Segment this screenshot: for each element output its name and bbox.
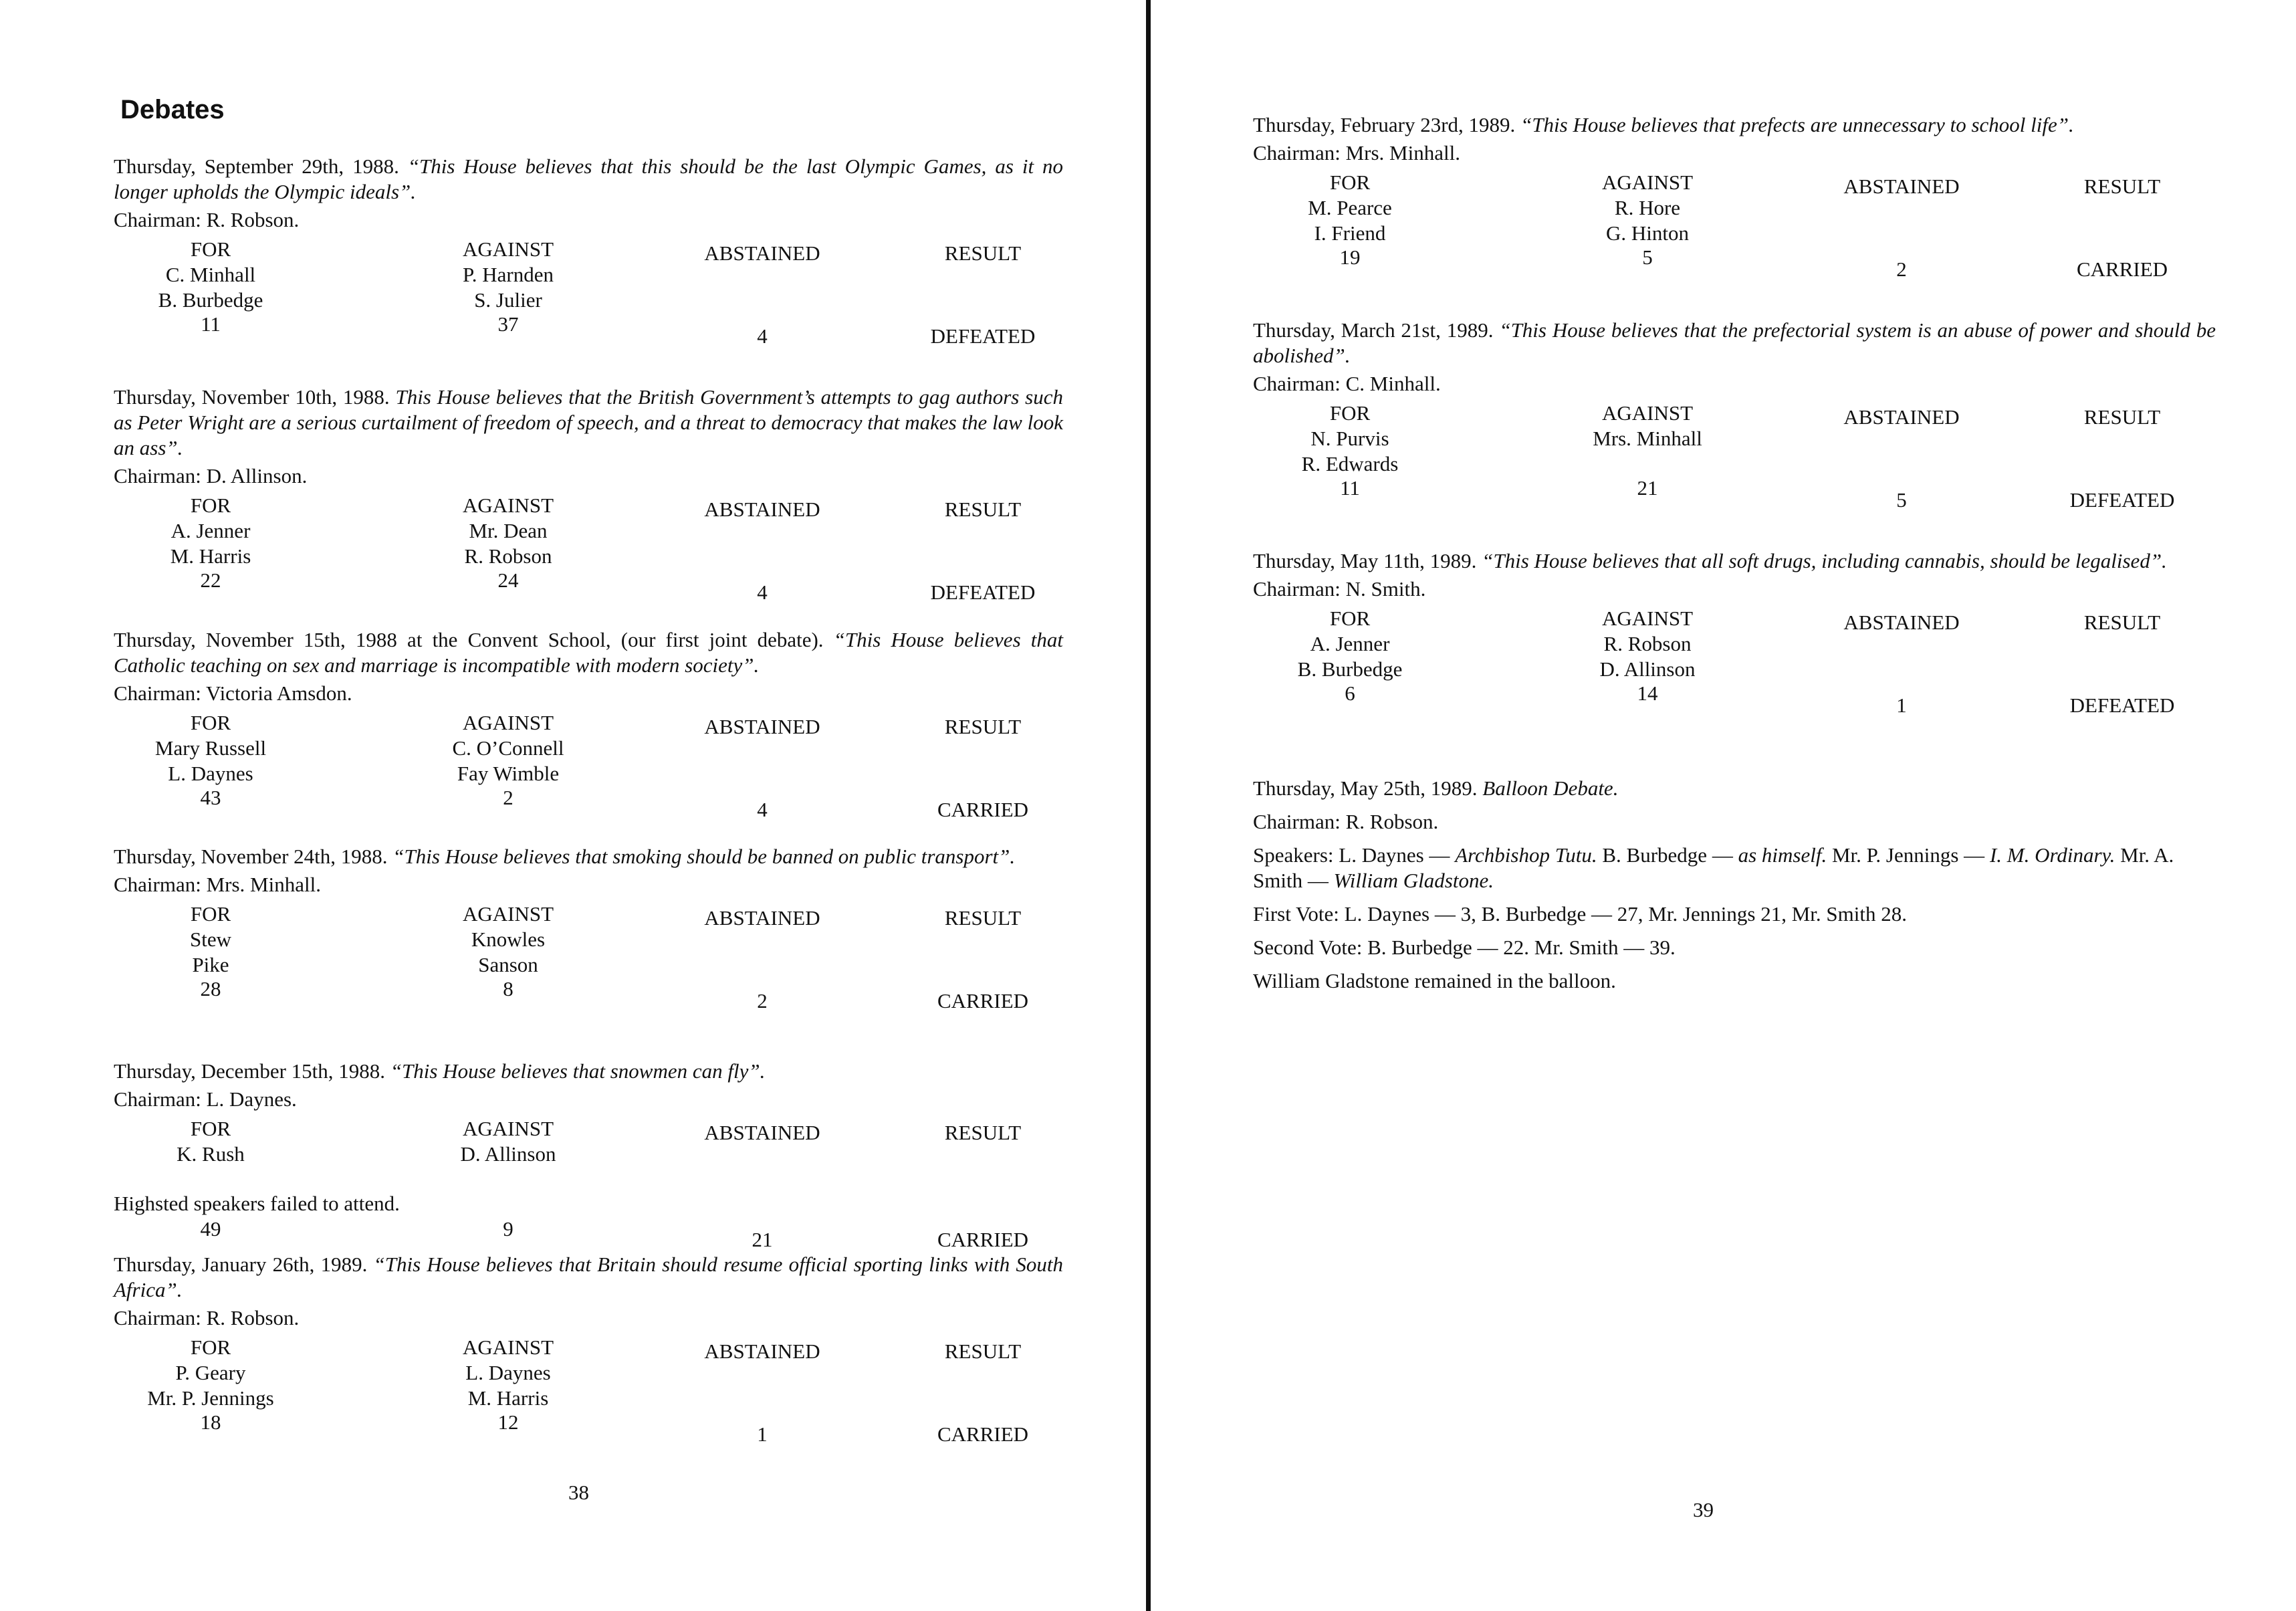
- against-count: 8: [503, 977, 513, 1000]
- for-header: FOR: [190, 902, 231, 926]
- speaker-role: William Gladstone.: [1333, 869, 1494, 892]
- debate-entry: [114, 844, 1063, 1012]
- debate-chairman: Chairman: Victoria Amsdon.: [114, 681, 352, 705]
- result-column: [889, 237, 1076, 348]
- debate-date: Thursday, May 11th, 1989.: [1253, 549, 1477, 572]
- for-header: FOR: [1329, 171, 1371, 194]
- result-value: CARRIED: [937, 1228, 1029, 1251]
- debate-title: [114, 385, 1063, 461]
- debate-date: Thursday, November 15th, 1988 at the Convent School, (our first joint debate).: [114, 628, 824, 651]
- result-header: RESULT: [2083, 611, 2161, 634]
- debate-motion: This House believes that the British Government’s attempts to gag authors such as Peter Wright are a serious curtailment of freedom of speech, and a threat to democracy that makes the law look an ass”.: [114, 385, 1063, 459]
- debate-title: [1253, 112, 2216, 138]
- against-count: 9: [503, 1217, 513, 1241]
- result-column: [889, 1335, 1076, 1446]
- result-value: CARRIED: [937, 798, 1029, 821]
- against-speaker: G. Hinton: [1606, 221, 1689, 245]
- abstained-header: ABSTAINED: [704, 906, 820, 930]
- result-value: CARRIED: [937, 1422, 1029, 1446]
- debate-title: [1253, 776, 2216, 801]
- debate-date: Thursday, February 23rd, 1989.: [1253, 113, 1516, 136]
- debate-date: Thursday, December 15th, 1988.: [114, 1059, 386, 1083]
- against-count: 12: [497, 1410, 519, 1434]
- against-speaker: M. Harris: [467, 1386, 549, 1410]
- for-speaker: M. Harris: [170, 544, 251, 568]
- result-column: [2029, 606, 2216, 717]
- against-speaker: Fay Wimble: [457, 762, 560, 785]
- against-count: 14: [1637, 681, 1658, 705]
- debate-title: [114, 154, 1063, 205]
- debate-entry: [114, 627, 1063, 821]
- abstained-count: 4: [757, 580, 768, 604]
- page-heading: Debates: [120, 95, 225, 124]
- debate-motion: “This House believes that prefects are unnecessary to school life”.: [1520, 113, 2074, 136]
- abstained-header: ABSTAINED: [704, 715, 820, 738]
- result-value: CARRIED: [2076, 257, 2168, 281]
- for-speaker: C. Minhall: [165, 263, 256, 286]
- for-count: 28: [200, 977, 221, 1000]
- result-header: RESULT: [944, 906, 1022, 930]
- against-column: [408, 237, 608, 336]
- against-speaker: S. Julier: [474, 288, 542, 312]
- debate-chairman: Chairman: R. Robson.: [114, 208, 300, 231]
- abstained-count: 2: [757, 989, 768, 1012]
- abstained-header: ABSTAINED: [704, 1339, 820, 1363]
- result-header: RESULT: [2083, 405, 2161, 429]
- for-speaker: Mary Russell: [154, 736, 267, 760]
- debate-motion: “This House believes that snowmen can fly”.: [390, 1059, 766, 1083]
- for-column: [1253, 170, 1447, 269]
- for-column: [1253, 401, 1447, 500]
- for-count: 49: [200, 1217, 221, 1241]
- debate-date: Thursday, September 29th, 1988.: [114, 154, 399, 178]
- against-count: 24: [497, 568, 519, 592]
- for-column: [114, 901, 308, 1000]
- debate-date: Thursday, November 24th, 1988.: [114, 845, 388, 868]
- debate-chairman: Chairman: L. Daynes.: [114, 1087, 297, 1111]
- against-speaker: R. Hore: [1614, 196, 1681, 219]
- debate-motion: “This House believes that Catholic teaching on sex and marriage is incompatible with modern society”.: [114, 628, 1063, 677]
- debate-entry: [114, 385, 1063, 604]
- debate-motion: “This House believes that all soft drugs, including cannabis, should be legalised”.: [1482, 549, 2167, 572]
- result-column: [889, 1116, 1076, 1251]
- result-column: [889, 901, 1076, 1012]
- for-header: FOR: [190, 711, 231, 734]
- vote-table: [114, 710, 1063, 821]
- debate-title: [1253, 548, 2216, 574]
- speaker-role: Archbishop Tutu.: [1455, 843, 1597, 867]
- balloon-debate: [1253, 776, 2216, 994]
- for-count: 11: [201, 312, 221, 336]
- for-speaker: Mr. P. Jennings: [147, 1386, 274, 1410]
- speakers-list: [1253, 843, 2216, 893]
- abstained-count: 4: [757, 798, 768, 821]
- vote-table: [114, 237, 1063, 348]
- for-speaker: R. Edwards: [1301, 452, 1399, 475]
- result-column: [889, 493, 1076, 604]
- for-speaker: P. Geary: [175, 1361, 246, 1384]
- vote-table: [1253, 170, 2216, 281]
- against-header: AGAINST: [1601, 401, 1694, 425]
- debate-entry: [1253, 548, 2216, 717]
- abstained-column: [1801, 170, 2002, 281]
- against-header: AGAINST: [462, 1335, 554, 1359]
- abstained-count: 1: [1896, 693, 1907, 717]
- page-number: 39: [1693, 1498, 1714, 1521]
- abstained-column: [662, 237, 863, 348]
- speaker-role: I. M. Ordinary.: [1989, 843, 2115, 867]
- for-column: [114, 237, 308, 336]
- for-count: 18: [200, 1410, 221, 1434]
- for-speaker: L. Daynes: [168, 762, 253, 785]
- for-count: 11: [1340, 476, 1360, 500]
- for-column: [114, 1335, 308, 1434]
- debate-entry: [114, 154, 1064, 348]
- vote-table: [114, 1335, 1063, 1446]
- for-speaker: A. Jenner: [1310, 632, 1390, 655]
- debate-title: [114, 844, 1063, 869]
- for-speaker: B. Burbedge: [158, 288, 263, 312]
- against-column: [1547, 170, 1748, 269]
- debate-motion: “This House believes that the prefectorial system is an abuse of power and should be abolished”.: [1253, 318, 2216, 367]
- against-header: AGAINST: [462, 1117, 554, 1140]
- abstained-header: ABSTAINED: [1843, 175, 1960, 198]
- debate-motion: “This House believes that smoking should be banned on public transport”.: [392, 845, 1016, 868]
- abstained-header: ABSTAINED: [704, 498, 820, 521]
- vote-table: [114, 493, 1063, 604]
- debate-date: Thursday, March 21st, 1989.: [1253, 318, 1494, 342]
- against-header: AGAINST: [462, 711, 554, 734]
- page-number: 38: [568, 1481, 589, 1504]
- debate-note: Highsted speakers failed to attend.: [114, 1192, 400, 1215]
- vote-table: [114, 1116, 1063, 1251]
- speaker-role: as himself.: [1738, 843, 1827, 867]
- abstained-column: [662, 1116, 863, 1251]
- for-speaker: M. Pearce: [1308, 196, 1392, 219]
- for-speaker: Pike: [192, 953, 229, 976]
- result-value: DEFEATED: [2069, 488, 2175, 512]
- debate-chairman: Chairman: R. Robson.: [1253, 810, 1439, 833]
- debate-title: [1253, 318, 2216, 368]
- debate-date: Thursday, November 10th, 1988.: [114, 385, 390, 409]
- against-speaker: R. Robson: [1603, 632, 1692, 655]
- result-header: RESULT: [944, 1121, 1022, 1144]
- second-vote: Second Vote: B. Burbedge — 22. Mr. Smith — 39.: [1253, 936, 1676, 959]
- debate-chairman: Chairman: D. Allinson.: [114, 464, 308, 488]
- against-speaker: D. Allinson: [1599, 657, 1696, 681]
- against-speaker: Sanson: [478, 953, 538, 976]
- result-header: RESULT: [944, 715, 1022, 738]
- for-speaker: K. Rush: [177, 1142, 245, 1166]
- result-value: CARRIED: [937, 989, 1029, 1012]
- abstained-column: [662, 710, 863, 821]
- against-speaker: Knowles: [471, 928, 546, 951]
- against-column: [408, 1335, 608, 1434]
- for-header: FOR: [1329, 607, 1371, 630]
- against-column: [1547, 606, 1748, 705]
- abstained-column: [1801, 401, 2002, 512]
- for-header: FOR: [190, 237, 231, 261]
- for-header: FOR: [190, 494, 231, 517]
- debate-title: [114, 1059, 1063, 1084]
- result-column: [2029, 170, 2216, 281]
- against-count: 21: [1637, 476, 1658, 500]
- debate-motion: “This House believes that this should be the last Olympic Games, as it no longer upholds the Olympic ideals”.: [114, 154, 1064, 203]
- against-speaker: Mrs. Minhall: [1593, 427, 1702, 450]
- debate-chairman: Chairman: N. Smith.: [1253, 577, 1426, 601]
- debate-entry: [114, 1059, 1063, 1251]
- for-count: 43: [200, 786, 221, 809]
- against-column: [408, 710, 608, 809]
- abstained-column: [662, 493, 863, 604]
- result-value: DEFEATED: [2069, 693, 2175, 717]
- against-count: 5: [1642, 245, 1653, 269]
- speakers-label: Speakers:: [1253, 843, 1334, 867]
- speaker-name: L. Daynes —: [1339, 843, 1450, 867]
- against-speaker: Mr. Dean: [469, 519, 548, 542]
- vote-table: [114, 901, 1063, 1012]
- against-speaker: D. Allinson: [460, 1142, 556, 1166]
- vote-table: [1253, 606, 2216, 717]
- result-header: RESULT: [944, 241, 1022, 265]
- debate-entry: [1253, 112, 2216, 281]
- for-header: FOR: [1329, 401, 1371, 425]
- for-speaker: B. Burbedge: [1297, 657, 1403, 681]
- for-column: [1253, 606, 1447, 705]
- for-speaker: Stew: [190, 928, 231, 951]
- result-column: [2029, 401, 2216, 512]
- balloon-outcome: William Gladstone remained in the balloon.: [1253, 969, 1616, 992]
- for-count: 6: [1345, 681, 1355, 705]
- abstained-count: 2: [1896, 257, 1907, 281]
- against-speaker: P. Harnden: [462, 263, 554, 286]
- against-header: AGAINST: [1601, 607, 1694, 630]
- against-column: [1547, 401, 1748, 500]
- debate-motion: “This House believes that Britain should resume official sporting links with South Africa”.: [114, 1253, 1064, 1301]
- for-speaker: A. Jenner: [170, 519, 251, 542]
- for-column: [114, 710, 308, 809]
- speaker-name: Mr. A. Smith —: [1253, 843, 2174, 892]
- abstained-count: 4: [757, 324, 768, 348]
- abstained-count: 21: [752, 1228, 773, 1251]
- for-column: [114, 493, 308, 592]
- against-column: [408, 493, 608, 592]
- debate-chairman: Chairman: R. Robson.: [114, 1306, 300, 1329]
- for-header: FOR: [190, 1117, 231, 1140]
- debate-motion: Balloon Debate.: [1482, 776, 1619, 800]
- for-speaker: I. Friend: [1314, 221, 1386, 245]
- abstained-column: [662, 1335, 863, 1446]
- for-count: 19: [1339, 245, 1361, 269]
- against-header: AGAINST: [1601, 171, 1694, 194]
- against-speaker: R. Robson: [464, 544, 552, 568]
- result-header: RESULT: [2083, 175, 2161, 198]
- against-column: [408, 901, 608, 1000]
- abstained-count: 1: [757, 1422, 768, 1446]
- speaker-name: Mr. P. Jennings —: [1831, 843, 1985, 867]
- abstained-header: ABSTAINED: [1843, 611, 1960, 634]
- abstained-header: ABSTAINED: [1843, 405, 1960, 429]
- abstained-header: ABSTAINED: [704, 1121, 820, 1144]
- abstained-header: ABSTAINED: [704, 241, 820, 265]
- first-vote: First Vote: L. Daynes — 3, B. Burbedge — 27, Mr. Jennings 21, Mr. Smith 28.: [1253, 902, 1907, 926]
- debate-entry: [114, 1252, 1064, 1446]
- debate-chairman: Chairman: Mrs. Minhall.: [114, 873, 321, 896]
- against-column: [408, 1116, 608, 1241]
- vote-table: [1253, 401, 2216, 512]
- against-header: AGAINST: [462, 494, 554, 517]
- right-page: [1154, 0, 2296, 1611]
- debate-entry: [1253, 318, 2216, 512]
- speaker-name: B. Burbedge —: [1602, 843, 1733, 867]
- result-value: DEFEATED: [930, 580, 1036, 604]
- abstained-column: [1801, 606, 2002, 717]
- result-header: RESULT: [944, 1339, 1022, 1363]
- against-header: AGAINST: [462, 902, 554, 926]
- for-speaker: N. Purvis: [1310, 427, 1389, 450]
- result-header: RESULT: [944, 498, 1022, 521]
- abstained-count: 5: [1896, 488, 1907, 512]
- for-header: FOR: [190, 1335, 231, 1359]
- against-speaker: C. O’Connell: [452, 736, 564, 760]
- against-speaker: L. Daynes: [465, 1361, 551, 1384]
- debate-title: [114, 627, 1063, 678]
- against-header: AGAINST: [462, 237, 554, 261]
- debate-chairman: Chairman: C. Minhall.: [1253, 372, 1441, 395]
- debate-chairman: Chairman: Mrs. Minhall.: [1253, 141, 1460, 165]
- result-column: [889, 710, 1076, 821]
- debate-date: Thursday, January 26th, 1989.: [114, 1253, 368, 1276]
- result-value: DEFEATED: [930, 324, 1036, 348]
- debate-title: [114, 1252, 1063, 1303]
- abstained-column: [662, 901, 863, 1012]
- against-count: 37: [497, 312, 519, 336]
- for-count: 22: [200, 568, 221, 592]
- debate-date: Thursday, May 25th, 1989.: [1253, 776, 1478, 800]
- against-count: 2: [503, 786, 513, 809]
